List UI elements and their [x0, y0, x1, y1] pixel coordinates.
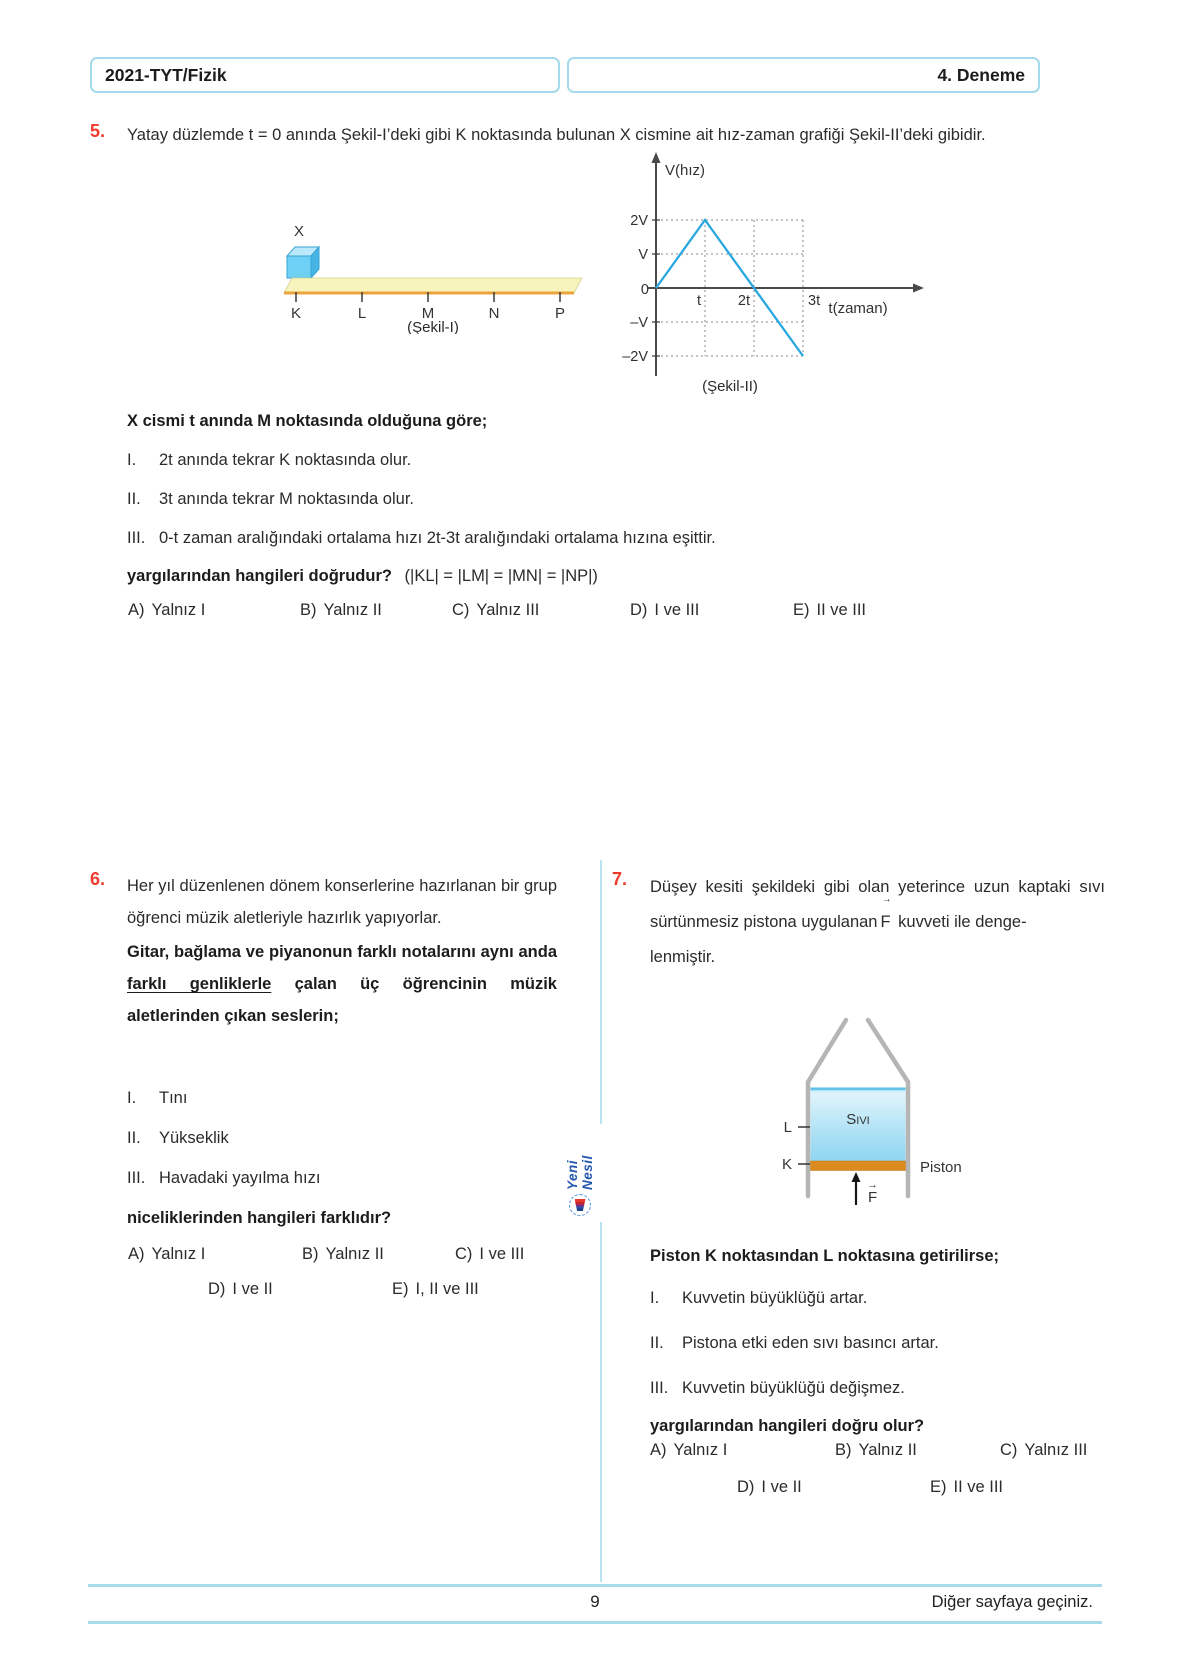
brand-logo-icon: [569, 1194, 591, 1216]
option-label: E): [930, 1478, 947, 1496]
q7-item-3: [650, 1375, 1105, 1401]
q5-item-3: [127, 525, 1027, 551]
option-label: C): [452, 601, 470, 619]
option-text: II ve III: [953, 1478, 1004, 1496]
option-text: Yalnız II: [323, 601, 382, 619]
x-tick-3t: 3t: [808, 293, 821, 309]
q6-paragraph: Her yıl düzenlenen dönem konserlerine hazırlanan bir grup öğrenci müzik aletleriyle hazırlık yapıyorlar.: [127, 877, 557, 927]
option-text: Yalnız I: [151, 601, 206, 619]
y-tick-2v: 2V: [630, 213, 648, 229]
q6-item-3: [127, 1165, 557, 1191]
roman-numeral: I.: [127, 451, 137, 469]
q7-item-2: [650, 1330, 1105, 1356]
option-text: Yalnız I: [151, 1245, 206, 1263]
q5-option-a: [128, 601, 205, 620]
velocity-time-graph: [618, 146, 938, 396]
roman-numeral: I.: [650, 1289, 660, 1307]
y-axis-arrow-icon: [652, 152, 661, 163]
q5-question: yargılarından hangileri doğrudur?: [127, 567, 392, 585]
x-axis-label: t(zaman): [828, 300, 888, 317]
cube-label: X: [293, 223, 305, 240]
track-point-label-n: N: [488, 305, 500, 322]
q6-question: niceliklerinden hangileri farklıdır?: [127, 1209, 392, 1227]
vector-arrow-icon: →: [881, 894, 892, 905]
graph-axes: [648, 162, 914, 376]
y-axis-label: V(hız): [665, 162, 706, 179]
force-arrow-head: [852, 1172, 861, 1182]
q7-option-d: [737, 1478, 802, 1497]
q6-option-e: [392, 1280, 479, 1299]
q5-item-2: [127, 486, 1027, 512]
q6-item-1: [127, 1085, 557, 1111]
q7-item-1: [650, 1285, 1105, 1311]
q5-note: (|KL| = |LM| = |MN| = |NP|): [404, 567, 598, 585]
track-point-label-m: M: [421, 305, 435, 322]
item-text: 0-t zaman aralığındaki ortalama hızı 2t-3t aralığındaki ortalama hızına eşittir.: [159, 529, 716, 547]
q5-intro: Yatay düzlemde t = 0 anında Şekil-I’deki gibi K noktasında bulunan X cismine ait hız-zaman grafiği Şekil-II’deki gibidir.: [127, 126, 986, 144]
roman-numeral: II.: [650, 1334, 664, 1352]
option-label: A): [650, 1441, 667, 1459]
exam-edition-title: 4. Deneme: [937, 64, 1025, 85]
brand-logo-stripes: [575, 1199, 586, 1211]
item-text: Havadaki yayılma hızı: [159, 1169, 321, 1187]
point-k-label: K: [781, 1156, 792, 1173]
q7-number: 7.: [612, 869, 628, 889]
footer-top-line: [88, 1584, 1102, 1587]
x-tick-t: t: [696, 293, 701, 309]
option-text: I ve II: [761, 1478, 802, 1496]
roman-numeral: II.: [127, 490, 141, 508]
roman-numeral: III.: [127, 529, 146, 547]
option-text: Yalnız III: [476, 601, 540, 619]
track-point-label-k: K: [290, 305, 302, 322]
q7-option-b: [835, 1441, 917, 1460]
roman-numeral: I.: [127, 1089, 137, 1107]
q7-intro-part1: Düşey kesiti şekildeki gibi olan yeterince uzun kaptaki sıvı sürtünmesiz pistona uygulanan: [650, 878, 1105, 931]
q6-bold-statement: [127, 936, 557, 1032]
option-label: E): [392, 1280, 409, 1298]
q7-intro: [650, 870, 1105, 975]
header-right-box: [567, 57, 1040, 93]
figure1-track-diagram: [262, 220, 592, 334]
y-tick-neg-v: –V: [630, 315, 648, 331]
x-axis-arrow-icon: [913, 284, 924, 293]
footer-bottom-line: [88, 1621, 1102, 1624]
force-letter: F: [868, 1189, 878, 1206]
q6-bold-part2: çalan üç öğrencinin müzik aletlerinden çıkan seslerin;: [127, 975, 557, 1025]
y-tick-neg-2v: –2V: [622, 349, 648, 365]
q7-question: yargılarından hangileri doğru olur?: [650, 1417, 925, 1435]
option-text: Yalnız II: [325, 1245, 384, 1263]
q7-option-a: [650, 1441, 727, 1460]
q6-option-d: [208, 1280, 273, 1299]
force-vector-arrow: →: [867, 1179, 878, 1191]
liquid-label: Sıvı: [846, 1111, 870, 1128]
figure1-caption: (Şekil-I): [407, 319, 459, 334]
roman-numeral: II.: [127, 1129, 141, 1147]
q6-number: 6.: [90, 869, 106, 889]
item-text: Kuvvetin büyüklüğü değişmez.: [682, 1379, 905, 1397]
option-text: Yalnız I: [673, 1441, 728, 1459]
item-text: Kuvvetin büyüklüğü artar.: [682, 1289, 868, 1307]
option-text: II ve III: [816, 601, 867, 619]
q7-intro-part2: kuvveti ile denge-: [893, 913, 1027, 931]
roman-numeral: III.: [650, 1379, 669, 1397]
option-label: A): [128, 601, 145, 619]
option-label: D): [737, 1478, 755, 1496]
option-label: B): [302, 1245, 319, 1263]
cube-icon: [287, 247, 319, 278]
y-tick-0: 0: [640, 282, 649, 298]
exam-subject-title: 2021-TYT/Fizik: [105, 64, 227, 85]
q5-number: 5.: [90, 121, 106, 141]
q7-given-statement: Piston K noktasından L noktasına getirilirse;: [650, 1247, 1000, 1265]
piston-container-figure: [698, 990, 1028, 1230]
figure2-caption: (Şekil-II): [702, 378, 758, 395]
track-point-label-l: L: [357, 305, 367, 322]
option-label: D): [208, 1280, 226, 1298]
option-label: B): [835, 1441, 852, 1459]
item-text: Pistona etki eden sıvı basıncı artar.: [682, 1334, 939, 1352]
force-vector-symbol: [880, 894, 892, 940]
q7-intro-part3: lenmiştir.: [650, 948, 716, 966]
option-text: I ve III: [654, 601, 700, 619]
option-text: Yalnız III: [1024, 1441, 1088, 1459]
brand-logo-text: Yeni Nesil: [565, 1155, 595, 1190]
q5-option-c: [452, 601, 539, 620]
q5-item-1: [127, 447, 1027, 473]
vector-letter: F: [880, 913, 891, 931]
y-tick-v: V: [638, 247, 648, 263]
q5-option-e: [793, 601, 866, 620]
q5-option-d: [630, 601, 699, 620]
option-label: B): [300, 601, 317, 619]
x-tick-2t: 2t: [737, 293, 750, 309]
item-text: 3t anında tekrar M noktasında olur.: [159, 490, 414, 508]
q6-item-2: [127, 1125, 557, 1151]
option-text: Yalnız II: [858, 1441, 917, 1459]
option-text: I ve II: [232, 1280, 273, 1298]
option-label: C): [1000, 1441, 1018, 1459]
option-text: I, II ve III: [415, 1280, 479, 1298]
option-text: I ve III: [479, 1245, 525, 1263]
point-l-label: L: [783, 1119, 792, 1136]
option-label: C): [455, 1245, 473, 1263]
q6-bold-underlined: farklı genliklerle: [127, 975, 272, 993]
piston-bar: [811, 1161, 906, 1171]
item-text: 2t anında tekrar K noktasında olur.: [159, 451, 412, 469]
q5-question-line: [127, 563, 1027, 589]
header-left-box: [90, 57, 560, 93]
q6-bold-part1: Gitar, bağlama ve piyanonun farklı notalarını aynı anda: [127, 943, 557, 961]
footer-note: Diğer sayfaya geçiniz.: [931, 1593, 1093, 1611]
q7-option-e: [930, 1478, 1003, 1497]
item-text: Yükseklik: [159, 1129, 229, 1147]
q5-given-statement: X cismi t anında M noktasında olduğuna göre;: [127, 412, 488, 430]
brand-logo: [552, 1124, 608, 1222]
q6-option-b: [302, 1245, 384, 1264]
q7-option-c: [1000, 1441, 1087, 1460]
track-point-label-p: P: [554, 305, 566, 322]
option-label: D): [630, 601, 648, 619]
page-number: 9: [590, 1592, 600, 1611]
q5-option-b: [300, 601, 382, 620]
track-plank: [284, 278, 582, 293]
piston-label: Piston: [920, 1159, 962, 1176]
option-label: E): [793, 601, 810, 619]
q6-option-c: [455, 1245, 524, 1264]
q6-option-a: [128, 1245, 205, 1264]
roman-numeral: III.: [127, 1169, 146, 1187]
item-text: Tını: [159, 1089, 188, 1107]
option-label: A): [128, 1245, 145, 1263]
